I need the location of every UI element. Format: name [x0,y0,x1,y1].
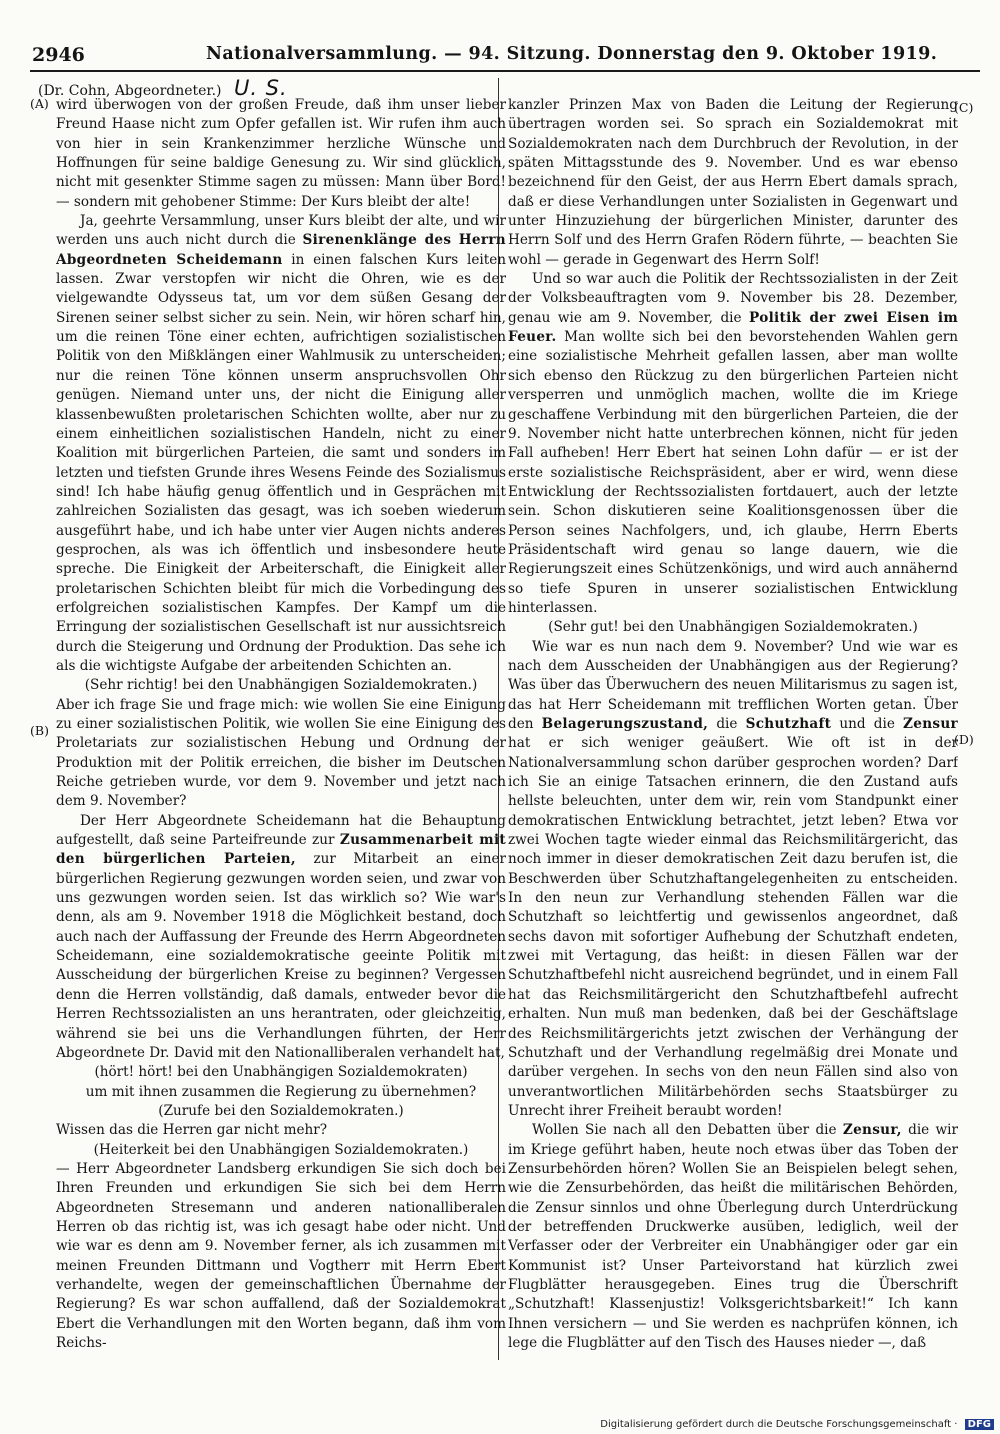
emphasized-text: Zensur [903,716,958,732]
footer-credit-text: Digitalisierung gefördert durch die Deutsche Forschungsgemeinschaft · [600,1419,958,1430]
paragraph [508,1121,958,1353]
interjection [56,1102,506,1121]
text-run: (hört! hört! bei den Unabhängigen Sozialdemokraten) [94,1064,468,1081]
paragraph [56,96,506,212]
running-head: Nationalversammlung. — 94. Sitzung. Donnerstag den 9. Oktober 1919. [206,44,938,64]
dfg-logo: DFG [965,1419,994,1430]
margin-marker-c: (C) [954,100,974,115]
text-run: Wie war es nun nach dem 9. November? Und wie war es nach dem Ausscheiden der Unabhängigen aus der Regierung? Was über das Überwuchern des neuen Militarismus zu sagen ist, das hat Herr Scheidemann mit trefflichen Worten getan. Über den [508,638,958,732]
text-run: (Zurufe bei den Sozialdemokraten.) [158,1102,404,1119]
emphasized-text: Politik der zwei Eisen im Feuer. [508,309,958,346]
footer-credit [600,1419,994,1430]
page-header [30,44,980,72]
text-run: die wir im Kriege geführt haben, heute noch etwas über das Toben der Zensurbehörden hören? Wollen Sie an Beispielen belegt sehen, wie die Zensurbehörden, das heißt die militärischen Behörden, die Zensur sinnlos und ohne Überlegung durch Unterdrückung der betreffenden Druckwerke ausüben, lediglich, weil der Verfasser oder der Verbreiter ein Unabhängiger oder gar ein Kommunist ist? Unser Parteivorstand hat kürzlich zwei Flugblätter herausgegeben. Eines trug die Überschrift „Schutzhaft! Klassenjustiz! Volksgerichtsbarkeit!“ Ich kann Ihnen versichern — und Sie werden es nachprüfen können, ich lege die Flugblätter auf den Tisch des Hauses nieder —, daß [508,1122,958,1351]
text-run: die [708,716,746,732]
text-run: hat er sich weniger geäußert. Wie oft ist in der Nationalversammlung schon darüber gesprochen worden? Darf ich Sie an einige Tatsachen erinnern, die den Zustand aufs hellste beleuchten, unter dem wir, rein vom Standpunkt einer demokratischen Entwicklung betrachtet, jetzt leben? Etwa vor zwei Wochen tagte wieder einmal das Reichsmilitärgericht, das noch immer in dieser demokratischen Zeit dazu berufen ist, die Beschwerden über Schutzhaftangelegenheiten zu entscheiden. In den neun zur Verhandlung stehenden Fällen war die Schutzhaft so leichtfertig und gewissenlos angeordnet, daß sechs davon mit sofortiger Aufhebung der Schutzhaft endeten, zwei mit Vertagung, das heißt: in diesen Fällen war der Schutzhaftbefehl nicht ausreichend begründet, und in einem Fall hat das Reichsmilitärgericht den Schutzhaftbefehl aufrecht erhalten. Nun muß man bedenken, daß bei der Geschäftslage des Reichsmilitärgerichts jetzt zwischen der Verhängung der Schutzhaft und der Verhandlung regelmäßig drei Monate und darüber vergehen. In sechs von den neun Fällen sind also von unverantwortlichen Militärbehörden sechs Staatsbürger zu Unrecht ihrer Freiheit beraubt worden! [508,735,958,1119]
right-column [508,96,958,1359]
emphasized-text: Sirenenklänge des Herrn Abgeordneten Scheidemann [56,232,506,268]
text-run: kanzler Prinzen Max von Baden die Leitung der Regierung übertragen worden sei. So sprach ein Sozialdemokrat mit Sozialdemokraten nach dem Durchbruch der Revolution, in der späten Mittagsstunde des 9. November. Und es war ebenso bezeichnend für den Geist, der aus Herrn Ebert damals sprach, daß er diese Verhandlungen unter Sozialisten in Gegenwart und unter Hinzuziehung der bürgerlichen Minister, darunter des Herrn Solf und des Herrn Grafen Rödern führte, — beachten Sie wohl — gerade in Gegenwart des Herrn Solf! [508,97,958,268]
text-run: Und so war auch die Politik der Rechtssozialisten in der Zeit der Volksbeauftragten vom 9. November bis 28. Dezember, genau wie am 9. November, die [508,271,958,326]
paragraph [56,812,506,1063]
text-run: Wissen das die Herren gar nicht mehr? [56,1122,328,1139]
interjection [56,676,506,695]
text-run: um mit ihnen zusammen die Regierung zu übernehmen? [85,1083,477,1100]
paragraph [56,212,506,676]
text-run: (Sehr gut! bei den Unabhängigen Sozialdemokraten.) [548,619,918,636]
paragraph [508,96,958,270]
text-run: Wollen Sie nach all den Debatten über die [532,1122,843,1139]
interjection [508,618,958,637]
text-run: Ja, geehrte Versammlung, unser Kurs bleibt der alte, und wir werden uns auch nicht durch die [56,213,506,249]
paragraph [56,696,506,812]
emphasized-text: Zensur, [842,1122,902,1139]
paragraph [56,1121,506,1140]
text-run: und die [831,716,904,732]
emphasized-text: Schutzhaft [745,716,832,732]
text-run: Aber ich frage Sie und frage mich: wie wollen Sie eine Einigung zu einer sozialistischen Politik, wie wollen Sie eine Einigung des Proletariats zur sozialistischen Hebung und Ordnung der Produktion mit der Politik erreichen, die bisher im Deutschen Reiche getrieben wurde, vor dem 9. November und jetzt nach dem 9. November? [56,696,506,810]
margin-marker-a: (A) [30,96,49,111]
page-number: 2946 [32,44,85,66]
paragraph [56,1160,506,1353]
text-run: Der Herr Abgeordnete Scheidemann hat die Behauptung aufgestellt, daß seine Parteifreunde zur [56,812,506,849]
text-run: — Herr Abgeordneter Landsberg erkundigen Sie sich doch bei Ihren Freunden und erkundigen Sie sich bei dem Herrn Abgeordneten Stresemann und anderen nationalliberalen Herren ob das richtig ist, was ich gesagt habe oder nicht. Und wie war es denn am 9. November ferner, als ich zusammen mit meinen Freunden Dittmann und Vogtherr mit Herrn Ebert verhandelte, wegen der gemeinschaftlichen Übernahme der Regierung? Es war schon auffallend, daß der Sozialdemokrat Ebert die Verhandlungen mit den Worten begann, daß ihm vom Reichs- [56,1160,506,1351]
left-column [56,96,506,1359]
text-run: (Sehr richtig! bei den Unabhängigen Sozialdemokraten.) [84,677,478,694]
text-run: Man wollte sich bei den bevorstehenden Wahlen gern eine sozialistische Mehrheit gefallen lassen, aber man wollte sich ebenso den Rückzug zu den bürgerlichen Parteien nicht versperren und unmöglich machen, wollte die im Kriege geschaffene Verbindung mit den bürgerlichen Parteien, die der 9. November nicht hatte unterbrechen können, nicht für jeden Fall aufheben! Herr Ebert hat seinen Lohn dafür — er ist der erste sozialistische Reichspräsident, aber er wird, wenn diese Entwicklung der Rechtssozialisten fortdauert, auch der letzte sein. Schon diskutieren seine Koalitionsgenossen über die Person seines Nachfolgers, und, ich glaube, Herrn Eberts Präsidentschaft wird genau so lange dauern, wie die Regierungszeit eines Schützenkönigs, und wird auch annähernd so tiefe Spuren in unserer sozialistischen Entwicklung hinterlassen. [508,329,958,616]
margin-marker-d: (D) [954,732,974,747]
emphasized-text: Belagerungszustand, [541,716,709,732]
emphasized-text: Zusammenarbeit mit den bürgerlichen Parteien, [56,832,506,868]
interjection [56,1063,506,1082]
interjection [56,1141,506,1160]
text-run: zur Mitarbeit an einer bürgerlichen Regierung gezwungen worden seien, und zwar von uns gezwungen worden seien. Ist das wirklich so? Wie war's denn, als am 9. November 1918 die Möglichkeit bestand, doch auch nach der Auffassung der Freunde des Herrn Abgeordneten Scheidemann, eine sozialdemokratische geeinte Politik mit Ausscheidung der bürgerlichen Kreise zu beginnen? Vergessen denn die Herren vollständig, daß damals, entweder bevor die Herren Rechtssozialisten an uns herantraten, oder gleichzeitig, während sie bei uns die Verhandlungen führten, der Herr Abgeordnete Dr. David mit den Nationalliberalen verhandelt hat, [56,851,506,1061]
text-run: (Heiterkeit bei den Unabhängigen Sozialdemokraten.) [93,1141,469,1158]
paragraph [508,638,958,1122]
margin-marker-b: (B) [30,723,49,738]
speaker-label: (Dr. Cohn, Abgeordneter.) [38,83,222,99]
paragraph [508,270,958,618]
handwritten-annotation: U. S. [233,76,288,100]
text-run: in einen falschen Kurs leiten lassen. Zwar verstopfen wir nicht die Ohren, wie es der vielgewandte Odysseus tat, um vor dem süßen Gesang der Sirenen seiner selbst sicher zu sein. Nein, wir hören scharf hin, um die reinen Töne einer echten, aufrichtigen sozialistischen Politik von den Mißklängen einer Wahlmusik zu unterscheiden; nur die reinen Töne können unserm anspruchsvollen Ohr genügen. Niemand unter uns, der nicht die Einigung aller klassenbewußten proletarischen Schichten wollte, aber nur zu einem einheitlichen sozialistischen Handeln, nicht zu einer Koalition mit bürgerlichen Parteien, die samt und sonders im letzten und tiefsten Grunde ihres Wesens Feinde des Sozialismus sind! Ich habe häufig genug öffentlich und in Gesprächen mit zahlreichen Sozialisten das gesagt, was ich soeben wiederum ausgeführt habe, und ich habe unter vier Augen nichts anderes gesprochen, als was ich öffentlich und insbesondere heute spreche. Die Einigkeit der Arbeiterschaft, die Einigkeit aller proletarischen Schichten bleibt für mich die Vorbedingung des erfolgreichen sozialistischen Kampfes. Der Kampf um die Erringung der sozialistischen Gesellschaft ist nur aussichtsreich durch die Steigerung und Ordnung der Produktion. Das sehe ich als die wichtigste Aufgabe der arbeitenden Schichten an. [56,251,506,674]
text-run: wird überwogen von der großen Freude, daß ihm unser lieber Freund Haase nicht zum Opfer gefallen ist. Wir rufen ihm auch von hier in sein Krankenzimmer herzliche Wünsche und Hoffnungen für seine baldige Genesung zu. Wir sind glücklich, nicht mit gesenkter Stimme sagen zu müssen: Mann über Bord! — sondern mit gehobener Stimme: Der Kurs bleibt der alte! [56,97,506,210]
interjection [56,1083,506,1102]
